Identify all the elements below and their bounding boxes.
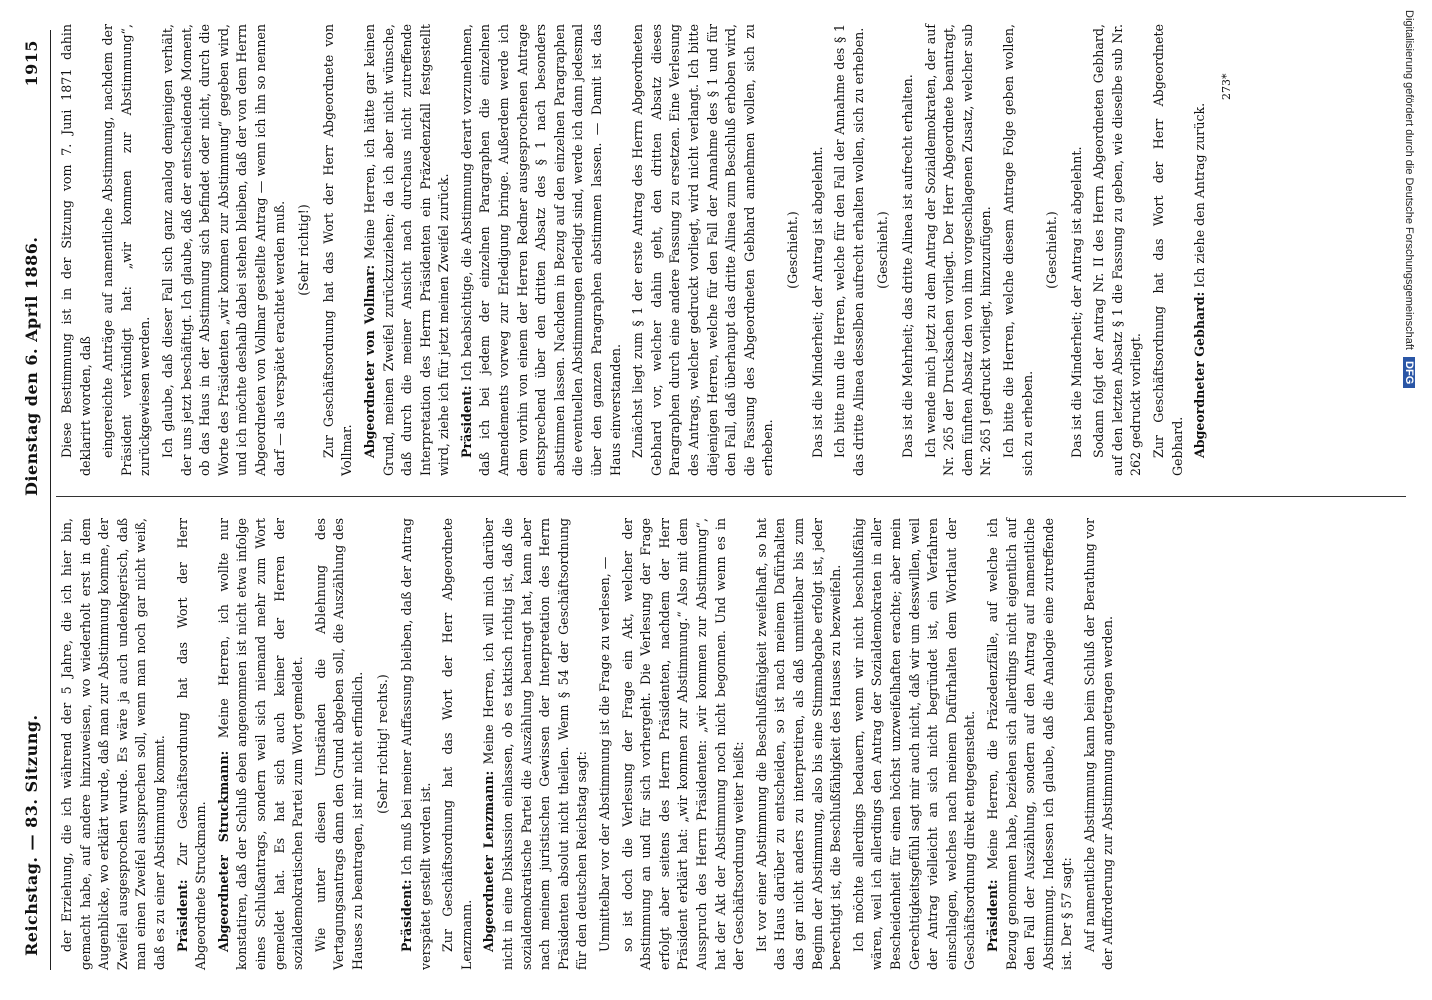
paragraph (312, 518, 368, 970)
paragraph (1043, 24, 1062, 476)
paragraph-text: Ich bitte die Herren, welche diesem Antrage Folge geben wollen, sich zu erheben. (1000, 24, 1035, 476)
speaker-name: Abgeordneter Lenzmann: (481, 770, 497, 952)
paragraph-text: Zunächst liegt zum § 1 der erste Antrag des Herrn Abgeordneten Gebhard vor, welcher dahin geht, den dritten Absatz dieses Paragraphen durch eine andere Fassung zu ersetzen. Eine Verlesung des Antrags, welcher gedruckt vorliegt, wird nicht verlangt. Ich bitte diejenigen Herren, welche für den Fall der Annahme des § 1 und für den Fall, daß überhaupt das dritte Alinea zum Beschluß erhoben wird, die Fassung des Abgeordneten Gebhard annehmen wollen, sich zu erheben. (630, 24, 776, 476)
paragraph-text: so ist doch die Verlesung der Frage ein Akt, welcher der Abstimmung an und für sich vorhergeht. Die Verlesung der Frage erfolgt aber seitens des Herrn Präsidenten, nachdem der Herr Präsident erklärt hat: „wir kommen zur Abstimmung.“ Also mit dem Ausspruch des Herrn Präsidenten: „wir kommen zur Abstimmung“, hat der Akt der Abstimmung noch nicht begonnen. Und wenn es in der Geschäftsordnung weiter heißt: (619, 518, 747, 970)
paragraph-text: (Geschieht.) (875, 211, 891, 289)
paragraph-text: Das ist die Minderheit; der Antrag ist abgelehnt. (1068, 146, 1084, 458)
dfg-note-text: Digitalisierung gefördert durch die Deutsche Forschungsgemeinschaft (1403, 10, 1415, 350)
paragraph-text: Meine Herren, ich wollte nur konstatiren, daß der Schluß eben angenommen ist nicht etwa infolge eines Schlußantrags, sondern weil sich niemand mehr zum Wort gemeldet hat. Es hat sich auch keiner der Herren der sozialdemokratischen Partei zum Wort gemeldet. (215, 518, 306, 970)
paragraph-text: der Erziehung, die ich während der 5 Jahre, die ich hier bin, gemacht habe, auf andere hinzuweisen, wo wiederholt erst in dem Augenblicke, wo erklärt wurde, daß man zur Abstimmung komme, der Zweifel ausgesprochen wurde. Es wäre ja auch undenkgerisch, daß man einen Zweifel aussprechen soll, wenn man noch gar nicht weiß, daß es zu einer Abstimmung kommt. (59, 518, 167, 970)
paragraph-text: (Sehr richtig! rechts.) (374, 674, 390, 814)
paragraph (831, 24, 868, 476)
paragraph-text: Ich muß bei meiner Auffassung bleiben, daß der Antrag verspätet gestellt worden ist. (399, 518, 433, 970)
paragraph-text: Meine Herren, ich will mich darüber nicht in eine Diskussion einlassen, ob es taktisch richtig ist, daß die sozialdemokratische Partei die Auszählung beantragt hat, kann aber nach meinem juristischen Gewissen der Interpretation des Herrn Präsidenten absolut nicht theilen. Wenn § 54 der Geschäftsordnung für den deutschen Reichstag sagt: (481, 518, 590, 970)
paragraph (1150, 24, 1187, 476)
paragraph (320, 24, 357, 476)
paragraph (753, 518, 846, 970)
paragraph-text: (Geschieht.) (1044, 211, 1060, 289)
speaker-name: Abgeordneter von Vollmar: (361, 264, 377, 458)
paragraph-text: (Sehr richtig!) (296, 204, 312, 296)
speaker-name: Präsident: (984, 879, 1000, 952)
paragraph-text: Ist vor einer Abstimmung die Beschlußfähigkeit zweifelhaft, so hat das Haus darüber zu entscheiden, so ist nach meinem Dafürhalten das gar nicht anders zu interpretiren, als daß unmittelbar bis zum Beginn der Abstimmung, also bis eine Stimmabgabe erfolgt ist, jeder berechtigt ist, die Beschlußfähigkeit des Hauses zu bezweifeln. (753, 518, 844, 970)
header-rule (50, 30, 51, 970)
paragraph (874, 24, 893, 476)
column-divider (56, 496, 1406, 497)
paragraph-text: Zur Geschäftsordnung hat das Wort der Herr Abgeordnete Lenzmann. (440, 518, 474, 970)
paragraph (1081, 518, 1118, 970)
paragraph (159, 24, 289, 476)
footer-signature: 273* (1220, 73, 1233, 100)
paragraph (619, 518, 749, 970)
speaker-name: Abgeordneter Gebhard: (1192, 291, 1208, 458)
paragraph (1000, 24, 1037, 476)
paragraph-text: Ich wende mich jetzt zu dem Antrag der Sozialdemokraten, der auf Nr. 265 der Drucksachen vorliegt. Der Herr Abgeordnete beantragt, dem fünften Absatz den von ihm vorgeschlagenen Zusatz, welcher sub Nr. 265 I gedruckt vorliegt, hinzuzufügen. (922, 24, 994, 476)
paragraph (374, 518, 393, 970)
speaker-name: Präsident: (458, 385, 474, 458)
paragraph (398, 518, 435, 970)
paragraph-text: Meine Herren, ich hätte gar keinen Grund, meinen Zweifel zurückzuziehen; da ich aber nicht wünsche, daß durch die meiner Ansicht nach durchaus nicht zutreffende Interpretation des Herrn Präsidenten ein Präzedenzfall festgestellt wird, ziehe ich für jetzt meinen Zweifel zurück. (361, 24, 452, 476)
speaker-name: Präsident: (174, 879, 190, 952)
paragraph (439, 518, 476, 970)
header-left: Reichstag. — 83. Sitzung. (22, 714, 41, 956)
paragraph (58, 518, 170, 970)
paragraph-text: eingereichte Anträge auf namentliche Abstimmung, nachdem der Präsident verkündigt hat: „wir kommen zur Abstimmung“, zurückgewiesen werden. (100, 24, 153, 476)
paragraph-text: Diese Bestimmung ist in der Sitzung vom 7. Juni 1871 dahin deklarirt worden, daß (59, 24, 93, 476)
header-center: Dienstag den 6. April 1886. (22, 236, 41, 496)
paragraph (458, 24, 625, 476)
left-column (58, 518, 1122, 970)
paragraph (784, 24, 803, 476)
paragraph-text: Das ist die Minderheit; der Antrag ist abgelehnt. (809, 146, 825, 458)
paragraph (215, 518, 308, 970)
paragraph (1068, 24, 1087, 476)
paragraph-text: Zur Geschäftsordnung hat das Wort der Herr Abgeordnete Gebhard. (1151, 24, 1185, 476)
paragraph (984, 518, 1077, 970)
paragraph-text: Auf namentliche Abstimmung kann beim Schluß der Berathung vor der Aufforderung zur Abstimmung angetragen werden. (1081, 518, 1116, 970)
paragraph-text: Meine Herren, die Präzedenzfälle, auf welche ich Bezug genommen habe, beziehen sich allerdings nicht eigentlich auf den Fall der Auszählung, sondern auf den Antrag auf namentliche Abstimmung. Indessen ich glaube, daß die Analogie eine zutreffende ist. Der § 57 sagt: (984, 518, 1075, 970)
paragraph (899, 24, 918, 476)
paragraph-text: Zur Geschäftsordnung hat das Wort der Herr Abgeordnete Struckmann. (174, 518, 209, 970)
dfg-logo: DFG (1403, 357, 1415, 388)
paragraph-text: Ich glaube, daß dieser Fall sich ganz analog demjenigen verhält, der uns jetzt beschäftigt. Ich glaube, daß der entscheidende Moment, ob das Haus in der Abstimmung sich befindet oder nicht, durch die Worte des Präsidenten „wir kommen zur Abstimmung“ gegeben wird, und ich möchte deshalb dabei stehen bleiben, daß der von dem Herrn Abgeordneten von Vollmar gestellte Antrag — wenn ich ihn so nennen darf — als verspätet erachtet werden muß. (159, 24, 287, 476)
paragraph-text: Ich beabsichtige, die Abstimmung derart vorzunehmen, daß ich bei jedem der einzelnen Paragraphen die einzelnen Amendements vorweg zur Erledigung bringe. Außerdem werde ich dem vorhin von einem der Herren Redner ausgesprochenen Antrage entsprechend über den dritten Absatz des § 1 nach besonders abstimmen lassen. Nachdem in Bezug auf den einzelnen Paragraphen die eventuellen Abstimmungen erledigt sind, werde ich dann jedesmal über den ganzen Paragraphen abstimmen lassen. — Damit ist das Haus einverstanden. (458, 24, 623, 476)
paragraph (629, 24, 778, 476)
page-header (22, 40, 48, 956)
paragraph (1090, 24, 1146, 476)
paragraph (850, 518, 980, 970)
paragraph-text: (Geschieht.) (784, 211, 800, 289)
paragraph (922, 24, 996, 476)
paragraph (1191, 24, 1210, 476)
paragraph (174, 518, 211, 970)
paragraph-text: Ich ziehe den Antrag zurück. (1192, 102, 1208, 288)
paragraph-text: Unmittelbar vor der Abstimmung ist die Frage zu verlesen, — (597, 556, 613, 952)
speaker-name: Präsident: (399, 879, 415, 952)
speaker-name: Abgeordneter Struckmann: (215, 750, 231, 952)
paragraph-text: Das ist die Mehrheit; das dritte Alinea ist aufrecht erhalten. (899, 74, 915, 458)
page-number: 1915 (22, 40, 41, 87)
paragraph-text: Zur Geschäftsordnung hat das Wort der Herr Abgeordnete von Vollmar. (320, 24, 355, 476)
paragraph (480, 518, 592, 970)
paragraph-text: Wie unter diesen Umständen die Ablehnung des Vertagungsantrags dann den Grund abgeben soll, die Auszählung des Hauses zu beantragen, ist mir nicht erfindlich. (312, 518, 365, 970)
paragraph-text: Ich bitte nun die Herren, welche für den Fall der Annahme des § 1 das dritte Alinea desselben aufrecht erhalten wollen, sich zu erheben. (832, 24, 866, 476)
paragraph (58, 24, 95, 476)
paragraph-text: Sodann folgt der Antrag Nr. II des Herrn Abgeordneten Gebhard, auf den letzten Absatz § 1 die Fassung zu geben, wie dieselbe sub Nr. 262 gedruckt vorliegt. (1091, 24, 1144, 476)
paragraph (596, 518, 615, 970)
right-column (58, 24, 1214, 476)
paragraph (295, 24, 314, 476)
paragraph (99, 24, 155, 476)
dfg-note (1395, 10, 1421, 990)
paragraph (361, 24, 454, 476)
paragraph-text: Ich möchte allerdings bedauern, wenn wir nicht beschlußfähig wären, weil ich allerdings den Antrag der Sozialdemokraten in aller Bescheidenheit für einen höchst unzweifelhaften erachte; aber mein Gerechtigkeitsgefühl sagt mir auch nicht, daß wir um desswillen, weil der Antrag vielleicht an sich nicht begründet ist, ein Verfahren einschlagen, welches nach meinem Dafürhalten dem Wortlaut der Geschäftsordnung direkt entgegensteht. (850, 518, 978, 970)
paragraph (809, 24, 828, 476)
